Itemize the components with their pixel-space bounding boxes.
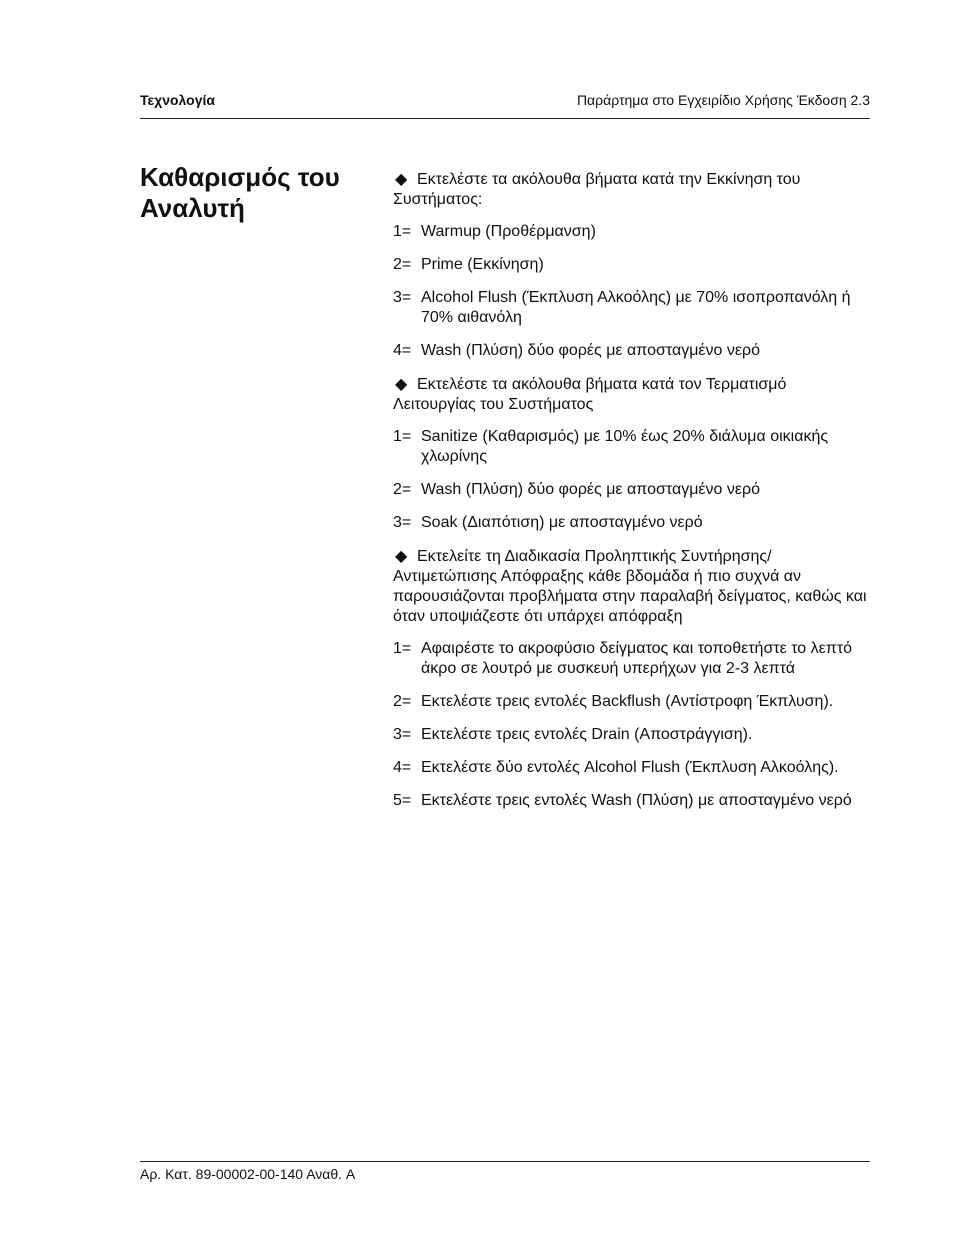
step-number: 2=: [393, 481, 412, 498]
procedure-content: [393, 170, 871, 825]
procedure-intro: [393, 170, 871, 210]
step-number: 4=: [393, 759, 412, 776]
step-number: 3=: [393, 726, 412, 743]
catalog-number: Αρ. Κατ. 89-00002-00-140 Αναθ. A: [140, 1166, 356, 1182]
list-item: [393, 341, 871, 361]
procedure-intro-text: Εκτελείτε τη Διαδικασία Προληπτικής Συντήρησης/ Αντιμετώπισης Απόφραξης κάθε βδομάδα ή πιο συχνά αν παρουσιάζονται προβλήματα στην παραλαβή δείγματος, καθώς και όταν υποψιάζεστε ότι υπάρχει απόφραξη: [393, 548, 867, 625]
step-text: Εκτελέστε δύο εντολές Alcohol Flush (Έκπλυση Αλκοόλης).: [421, 759, 839, 776]
section-title: Καθαρισμός του Αναλυτή: [140, 162, 340, 223]
list-item: [393, 480, 871, 500]
step-text: Εκτελέστε τρεις εντολές Wash (Πλύση) με αποσταγμένο νερό: [421, 792, 852, 809]
shutdown-procedure: [393, 375, 871, 533]
step-number: 1=: [393, 223, 412, 240]
page-header: [140, 92, 870, 119]
step-number: 5=: [393, 792, 412, 809]
step-number: 3=: [393, 289, 412, 306]
procedure-intro: [393, 375, 871, 415]
step-number: 1=: [393, 640, 412, 657]
list-item: [393, 639, 871, 679]
list-item: [393, 255, 871, 275]
page-footer: [140, 1161, 870, 1182]
step-text: Εκτελέστε τρεις εντολές Drain (Αποστράγγιση).: [421, 726, 753, 743]
step-number: 1=: [393, 428, 412, 445]
step-number: 4=: [393, 342, 412, 359]
list-item: [393, 758, 871, 778]
step-text: Soak (Διαπότιση) με αποσταγμένο νερό: [421, 514, 703, 531]
step-text: Αφαιρέστε το ακροφύσιο δείγματος και τοποθετήστε το λεπτό άκρο σε λουτρό με συσκευή υπερήχων για 2-3 λεπτά: [421, 640, 853, 677]
list-item: [393, 222, 871, 242]
list-item: [393, 288, 871, 328]
list-item: [393, 725, 871, 745]
step-number: 3=: [393, 514, 412, 531]
list-item: [393, 692, 871, 712]
step-text: Warmup (Προθέρμανση): [421, 223, 596, 240]
header-chapter: Τεχνολογία: [140, 92, 216, 108]
step-text: Prime (Εκκίνηση): [421, 256, 544, 273]
list-item: [393, 791, 871, 811]
step-number: 2=: [393, 693, 412, 710]
step-text: Εκτελέστε τρεις εντολές Backflush (Αντίστροφη Έκπλυση).: [421, 693, 834, 710]
procedure-intro: [393, 547, 871, 627]
list-item: [393, 513, 871, 533]
procedure-intro-text: Εκτελέστε τα ακόλουθα βήματα κατά την Εκκίνηση του Συστήματος:: [393, 171, 801, 208]
step-text: Wash (Πλύση) δύο φορές με αποσταγμένο νερό: [421, 481, 761, 498]
step-text: Alcohol Flush (Έκπλυση Αλκοόλης) με 70% ισοπροπανόλη ή 70% αιθανόλη: [421, 289, 851, 326]
list-item: [393, 427, 871, 467]
maintenance-procedure: [393, 547, 871, 811]
step-text: Wash (Πλύση) δύο φορές με αποσταγμένο νερό: [421, 342, 761, 359]
procedure-intro-text: Εκτελέστε τα ακόλουθα βήματα κατά τον Τερματισμό Λειτουργίας του Συστήματος: [393, 376, 787, 413]
header-document-title: Παράρτημα στο Εγχειρίδιο Χρήσης Έκδοση 2.3: [576, 92, 870, 108]
diamond-bullet-icon: ◆: [395, 376, 408, 393]
step-number: 2=: [393, 256, 412, 273]
startup-procedure: [393, 170, 871, 361]
diamond-bullet-icon: ◆: [395, 171, 408, 188]
step-text: Sanitize (Καθαρισμός) με 10% έως 20% διάλυμα οικιακής χλωρίνης: [421, 428, 829, 465]
diamond-bullet-icon: ◆: [395, 548, 408, 565]
